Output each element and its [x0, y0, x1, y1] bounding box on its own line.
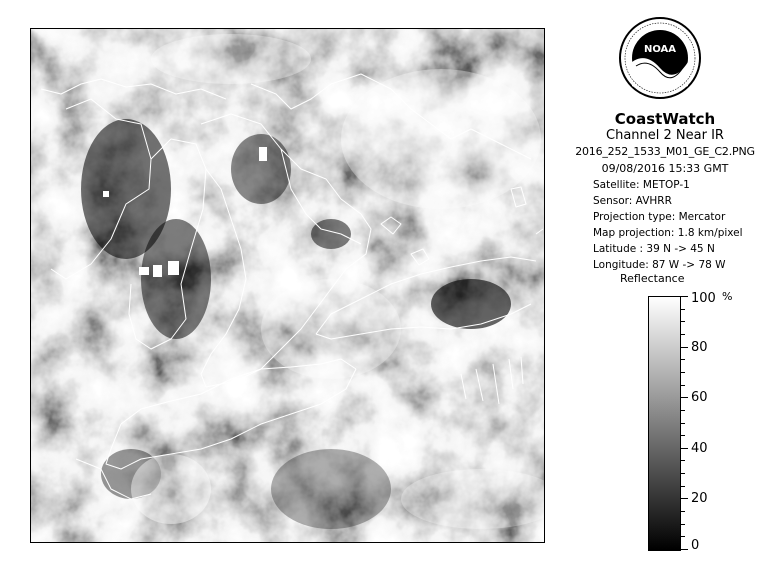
sensor-info: Sensor: AVHRR: [593, 195, 672, 207]
colorbar-ticks: [680, 291, 750, 553]
colorbar-minor-tick: [680, 435, 685, 436]
colorbar-minor-tick: [680, 334, 685, 335]
colorbar-tick-label: 100: [691, 291, 716, 306]
colorbar-major-tick: [680, 296, 688, 297]
colorbar-unit: %: [722, 290, 733, 303]
colorbar-minor-tick: [680, 309, 685, 310]
colorbar-minor-tick: [680, 410, 685, 411]
colorbar-tick-label: 40: [691, 440, 708, 456]
satellite-info: Satellite: METOP-1: [593, 179, 690, 191]
colorbar-tick-label: 60: [691, 390, 708, 406]
colorbar-minor-tick: [680, 460, 685, 461]
channel-label: Channel 2 Near IR: [606, 128, 724, 143]
file-name: 2016_252_1533_M01_GE_C2.PNG: [575, 145, 755, 158]
colorbar-minor-tick: [680, 524, 685, 525]
map-projection-info: Map projection: 1.8 km/pixel: [593, 227, 743, 239]
colorbar-label: Reflectance: [620, 272, 685, 285]
colorbar-tick-label: 0: [691, 538, 700, 553]
product-title: CoastWatch: [614, 110, 716, 128]
colorbar-minor-tick: [680, 473, 685, 474]
latitude-info: Latitude : 39 N -> 45 N: [593, 243, 715, 255]
colorbar-major-tick: [680, 397, 688, 398]
acquisition-datetime: 09/08/2016 15:33 GMT: [601, 162, 729, 175]
noaa-logo-text: NOAA: [643, 44, 677, 55]
colorbar-major-tick: [680, 347, 688, 348]
colorbar-major-tick: [680, 549, 688, 550]
satellite-image: [30, 28, 545, 543]
colorbar-minor-tick: [680, 359, 685, 360]
colorbar-minor-tick: [680, 511, 685, 512]
colorbar-minor-tick: [680, 321, 685, 322]
colorbar-minor-tick: [680, 536, 685, 537]
projection-type-info: Projection type: Mercator: [593, 211, 726, 223]
colorbar-tick-label: 80: [691, 339, 708, 355]
longitude-info: Longitude: 87 W -> 78 W: [593, 259, 726, 271]
noaa-seal-icon: [618, 16, 702, 100]
colorbar-minor-tick: [680, 486, 685, 487]
colorbar-minor-tick: [680, 423, 685, 424]
colorbar-major-tick: [680, 448, 688, 449]
reflectance-colorbar: [648, 296, 681, 551]
colorbar-minor-tick: [680, 385, 685, 386]
colorbar-major-tick: [680, 498, 688, 499]
colorbar-tick-label: 20: [691, 491, 708, 507]
colorbar-minor-tick: [680, 372, 685, 373]
